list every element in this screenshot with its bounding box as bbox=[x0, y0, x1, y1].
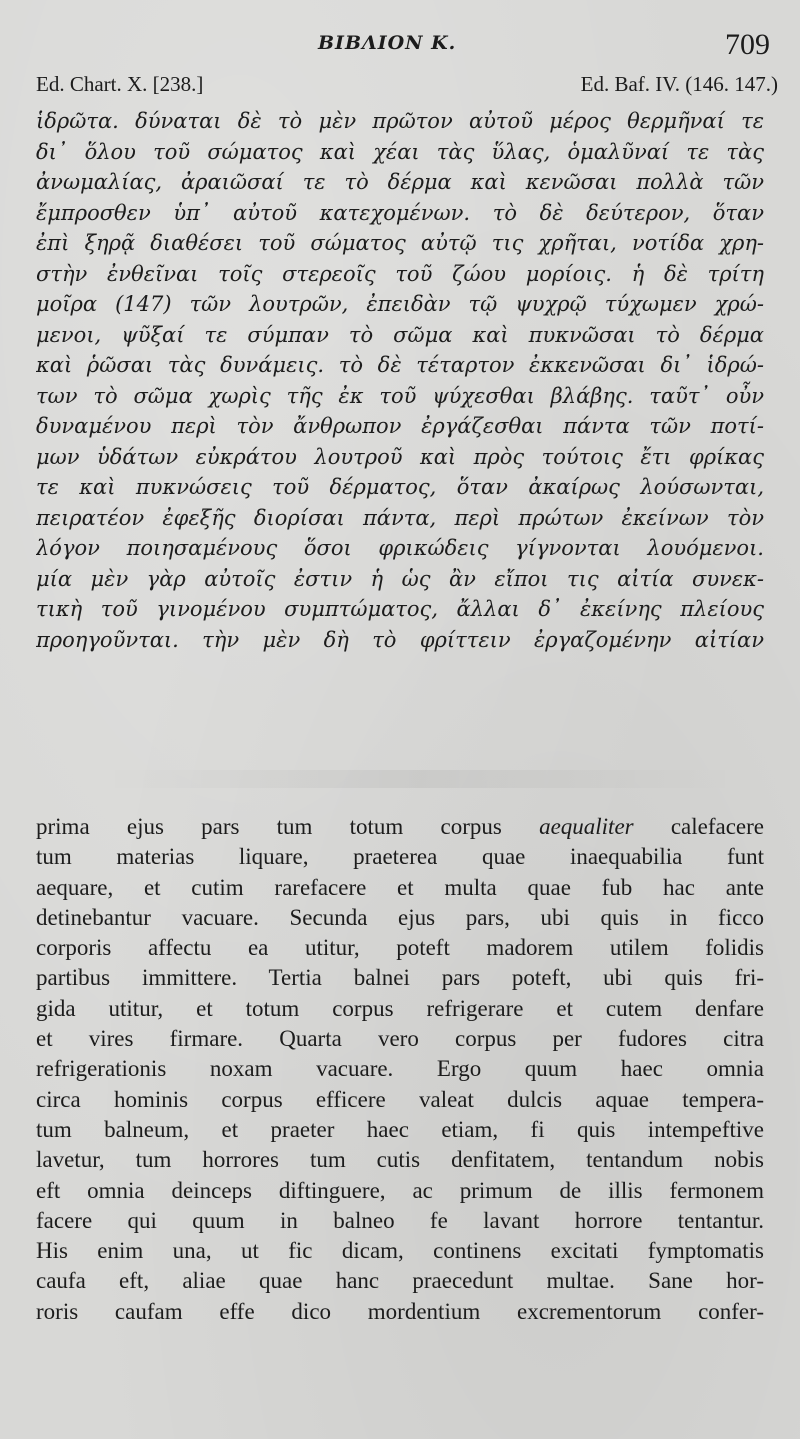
latin-line: et vires firmare. Quarta vero corpus per fudores citra bbox=[36, 1026, 764, 1052]
greek-text-block bbox=[36, 106, 764, 655]
latin-line: circa hominis corpus efficere valeat dulcis aquae tempera- bbox=[36, 1086, 764, 1112]
chartier-edition-reference: Ed. Chart. X. [238.] bbox=[36, 72, 204, 96]
basel-edition-reference: Ed. Baf. IV. (146. 147.) bbox=[580, 72, 778, 96]
greek-line: πειρατέον ἐφεξῆς διορίσαι πάντα, περὶ πρώτων ἐκείνων τὸν bbox=[36, 505, 764, 530]
greek-line: τε καὶ πυκνώσεις τοῦ δέρματος, ὅταν ἀκαίρως λούσωνται, bbox=[36, 475, 764, 499]
greek-line: τικὴ τοῦ γινομένου συμπτώματος, ἄλλαι δ᾽ ἐκείνης πλείους bbox=[36, 597, 764, 621]
latin-line: refrigerationis noxam vacuare. Ergo quum haec omnia bbox=[36, 1056, 764, 1082]
greek-line: ἱδρῶτα. δύναται δὲ τὸ μὲν πρῶτον αὐτοῦ μέρος θερμῆναί τε bbox=[36, 109, 764, 133]
page-number: 709 bbox=[725, 28, 770, 61]
edition-references bbox=[36, 72, 778, 102]
greek-line: ἐπὶ ξηρᾷ διαθέσει τοῦ σώματος αὐτῷ τις χρῆται, νοτίδα χρη- bbox=[36, 231, 764, 255]
latin-line: tum materias liquare, praeterea quae inaequabilia funt bbox=[36, 844, 764, 870]
greek-line: μοῖρα (147) τῶν λουτρῶν, ἐπειδὰν τῷ ψυχρῷ τύχωμεν χρώ- bbox=[36, 292, 764, 316]
latin-line: aequare, et cutim rarefacere et multa quae fub hac ante bbox=[36, 874, 764, 900]
greek-line: ἀνωμαλίας, ἀραιῶσαί τε τὸ δέρμα καὶ κενῶσαι πολλὰ τῶν bbox=[36, 170, 764, 194]
latin-line: lavetur, tum horrores tum cutis denfitatem, tentandum nobis bbox=[36, 1147, 764, 1173]
italic-word: aequaliter bbox=[539, 814, 634, 839]
latin-text-block bbox=[36, 812, 764, 1327]
greek-line: μων ὑδάτων εὐκράτου λουτροῦ καὶ πρὸς τούτοις ἔτι φρίκας bbox=[36, 444, 764, 469]
greek-line: δι᾽ ὅλου τοῦ σώματος καὶ χέαι τὰς ὕλας, ὁμαλῦναί τε τὰς bbox=[36, 139, 764, 164]
latin-line: caufa eft, aliae quae hanc praecedunt multae. Sane hor- bbox=[36, 1268, 764, 1294]
latin-line: His enim una, ut fic dicam, continens excitati fymptomatis bbox=[36, 1238, 764, 1264]
latin-line: roris caufam effe dico mordentium excrementorum confer- bbox=[36, 1298, 764, 1324]
greek-line: στὴν ἐνθεῖναι τοῖς στερεοῖς τοῦ ζώου μορίοις. ἡ δὲ τρίτη bbox=[36, 261, 764, 286]
greek-line: ἔμπροσθεν ὑπ᾽ αὐτοῦ κατεχομένων. τὸ δὲ δεύτερον, ὅταν bbox=[36, 200, 764, 225]
greek-line: των τὸ σῶμα χωρὶς τῆς ἐκ τοῦ ψύχεσθαι βλάβης. ταῦτ᾽ οὖν bbox=[36, 383, 764, 408]
latin-text-segment: calefacere bbox=[633, 814, 764, 839]
running-head bbox=[0, 28, 800, 68]
book-title: BIBΛΙΟΝ K. bbox=[318, 32, 457, 54]
latin-text-segment: prima ejus pars tum totum corpus bbox=[36, 814, 540, 839]
latin-line: corporis affectu ea utitur, poteft madorem utilem folidis bbox=[36, 935, 764, 961]
greek-line: μία μὲν γὰρ αὐτοῖς ἐστιν ἡ ὡς ἂν εἴποι τις αἰτία συνεκ- bbox=[36, 566, 764, 591]
latin-line: partibus immittere. Tertia balnei pars poteft, ubi quis fri- bbox=[36, 965, 764, 991]
greek-line: δυναμένου περὶ τὸν ἄνθρωπον ἐργάζεσθαι πάντα τῶν ποτί- bbox=[36, 414, 764, 438]
greek-line: καὶ ῥῶσαι τὰς δυνάμεις. τὸ δὲ τέταρτον ἐκκενῶσαι δι᾽ ἱδρώ- bbox=[36, 353, 764, 377]
latin-line bbox=[36, 812, 764, 842]
latin-line: eft omnia deinceps diftinguere, ac primum de illis fermonem bbox=[36, 1177, 764, 1203]
show-through-shadow bbox=[100, 770, 740, 788]
greek-line: λόγον ποιησαμένους ὅσοι φρικώδεις γίγνονται λουόμενοι. bbox=[36, 536, 764, 560]
latin-line: tum balneum, et praeter haec etiam, fi quis intempeftive bbox=[36, 1116, 764, 1142]
latin-line: gida utitur, et totum corpus refrigerare et cutem denfare bbox=[36, 995, 764, 1021]
latin-line: facere qui quum in balneo fe lavant horrore tentantur. bbox=[36, 1207, 764, 1233]
greek-line: προηγοῦνται. τὴν μὲν δὴ τὸ φρίττειν ἐργαζομένην αἰτίαν bbox=[36, 627, 764, 652]
greek-line: μενοι, ψῦξαί τε σύμπαν τὸ σῶμα καὶ πυκνῶσαι τὸ δέρμα bbox=[36, 322, 764, 347]
latin-line: detinebantur vacuare. Secunda ejus pars, ubi quis in ficco bbox=[36, 904, 764, 930]
